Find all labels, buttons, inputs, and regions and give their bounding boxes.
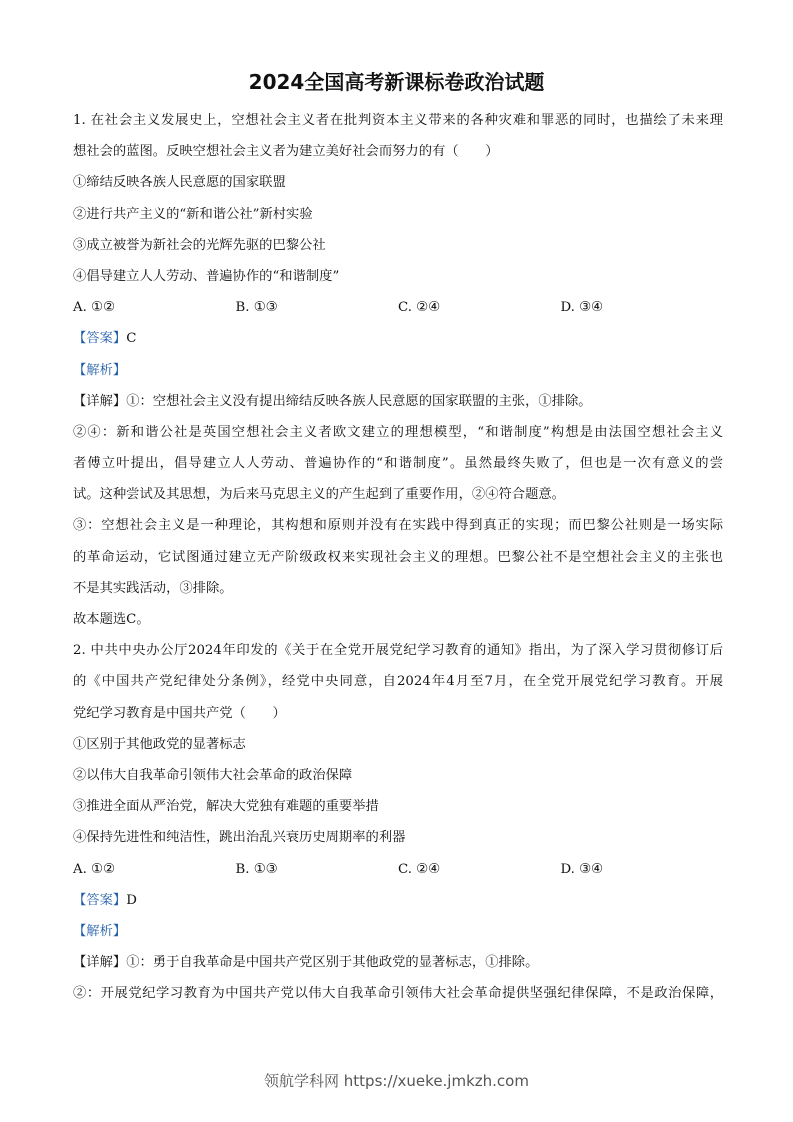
q1-item-3: ③成立被誉为新社会的光辉先驱的巴黎公社 (73, 237, 326, 253)
q1-detail-line-1 (73, 386, 723, 417)
page-title: 2024全国高考新课标卷政治试题 (248, 70, 545, 94)
footer-watermark: 领航学科网 https://xueke.jmkzh.com (264, 1072, 529, 1090)
q2-analysis (73, 916, 723, 947)
q2-options (73, 854, 723, 885)
q1-detail-line-4: 试。这种尝试及其思想，为后来马克思主义的产生起到了重要作用，②④符合题意。 (73, 487, 565, 503)
q2-answer (73, 885, 723, 916)
q1-analysis (73, 355, 723, 386)
q1-detail-text-1: ①：空想社会主义没有提出缔结反映各族人民意愿的国家联盟的主张，①排除。 (126, 393, 592, 409)
q1-answer-value: C (126, 331, 137, 347)
q2-item-2: ②以伟大自我革命引领伟大社会革命的政治保障 (73, 767, 353, 783)
q1-detail-line-2: ②④：新和谐公社是英国空想社会主义者欧文建立的理想模型，“和谐制度”构想是由法国空想社会主义 (73, 424, 723, 440)
q1-item-1: ①缔结反映各族人民意愿的国家联盟 (73, 175, 286, 191)
q1-analysis-tag: 【解析】 (73, 362, 127, 378)
q1-option-b: B. ①③ (235, 300, 278, 316)
q2-detail-line-1 (73, 947, 723, 978)
q1-answer (73, 323, 723, 354)
q2-option-a: A. ①② (73, 861, 115, 877)
q1-options (73, 292, 723, 323)
q2-stem-line-3: 党纪学习教育是中国共产党（ ） (73, 705, 286, 721)
q2-analysis-tag: 【解析】 (73, 923, 127, 939)
q2-stem-line-2: 的《中国共产党纪律处分条例》，经党中央同意，自2024年4月至7月，在全党开展党纪学习教育。开展 (73, 674, 723, 690)
q2-option-c: C. ②④ (398, 861, 440, 877)
q1-detail-tag: 【详解】 (73, 393, 127, 409)
q2-option-b: B. ①③ (235, 861, 278, 877)
q1-conclusion: 故本题选C。 (73, 612, 150, 627)
q2-detail-line-2: ②：开展党纪学习教育为中国共产党以伟大自我革命引领伟大社会革命提供坚强纪律保障，不是政治保障， (73, 986, 723, 1002)
q2-answer-value: D (126, 892, 137, 908)
q1-detail-line-3: 者傅立叶提出，倡导建立人人劳动、普遍协作的“和谐制度”。虽然最终失败了，但也是一次有意义的尝 (73, 456, 723, 472)
q1-stem-line-1: 1. 在社会主义发展史上，空想社会主义者在批判资本主义带来的各种灾难和罪恶的同时，也描绘了未来理 (73, 113, 723, 128)
q2-stem-line-1: 2. 中共中央办公厅2024年印发的《关于在全党开展党纪学习教育的通知》指出，为了深入学习贯彻修订后 (73, 643, 723, 659)
q1-option-c: C. ②④ (398, 300, 440, 316)
q2-detail-text-1: ①：勇于自我革命是中国共产党区别于其他政党的显著标志，①排除。 (126, 955, 539, 971)
document-body (73, 105, 723, 1009)
q1-item-4: ④倡导建立人人劳动、普遍协作的“和谐制度” (73, 268, 340, 284)
q2-item-4: ④保持先进性和纯洁性，跳出治乱兴衰历史周期率的利器 (73, 830, 406, 846)
q2-detail-tag: 【详解】 (73, 955, 127, 971)
q2-option-d: D. ③④ (560, 861, 603, 877)
q1-option-d: D. ③④ (560, 300, 603, 316)
q1-item-2: ②进行共产主义的“新和谐公社”新村实验 (73, 206, 313, 222)
q1-option-a: A. ①② (73, 300, 115, 316)
q1-detail-line-7: 不是其实践活动，③排除。 (73, 580, 233, 596)
q1-answer-tag: 【答案】 (73, 331, 127, 347)
q2-answer-tag: 【答案】 (73, 892, 127, 908)
q1-detail-line-5: ③：空想社会主义是一种理论，其构想和原则并没有在实践中得到真正的实现；而巴黎公社则是一场实际 (73, 518, 723, 534)
q1-stem-line-2: 想社会的蓝图。反映空想社会主义者为建立美好社会而努力的有（ ） (73, 144, 499, 160)
q2-item-3: ③推进全面从严治党，解决大党独有难题的重要举措 (73, 799, 379, 815)
q1-detail-line-6: 的革命运动，它试图通过建立无产阶级政权来实现社会主义的理想。巴黎公社不是空想社会主义的主张也 (73, 549, 723, 565)
q2-item-1: ①区别于其他政党的显著标志 (73, 736, 246, 752)
